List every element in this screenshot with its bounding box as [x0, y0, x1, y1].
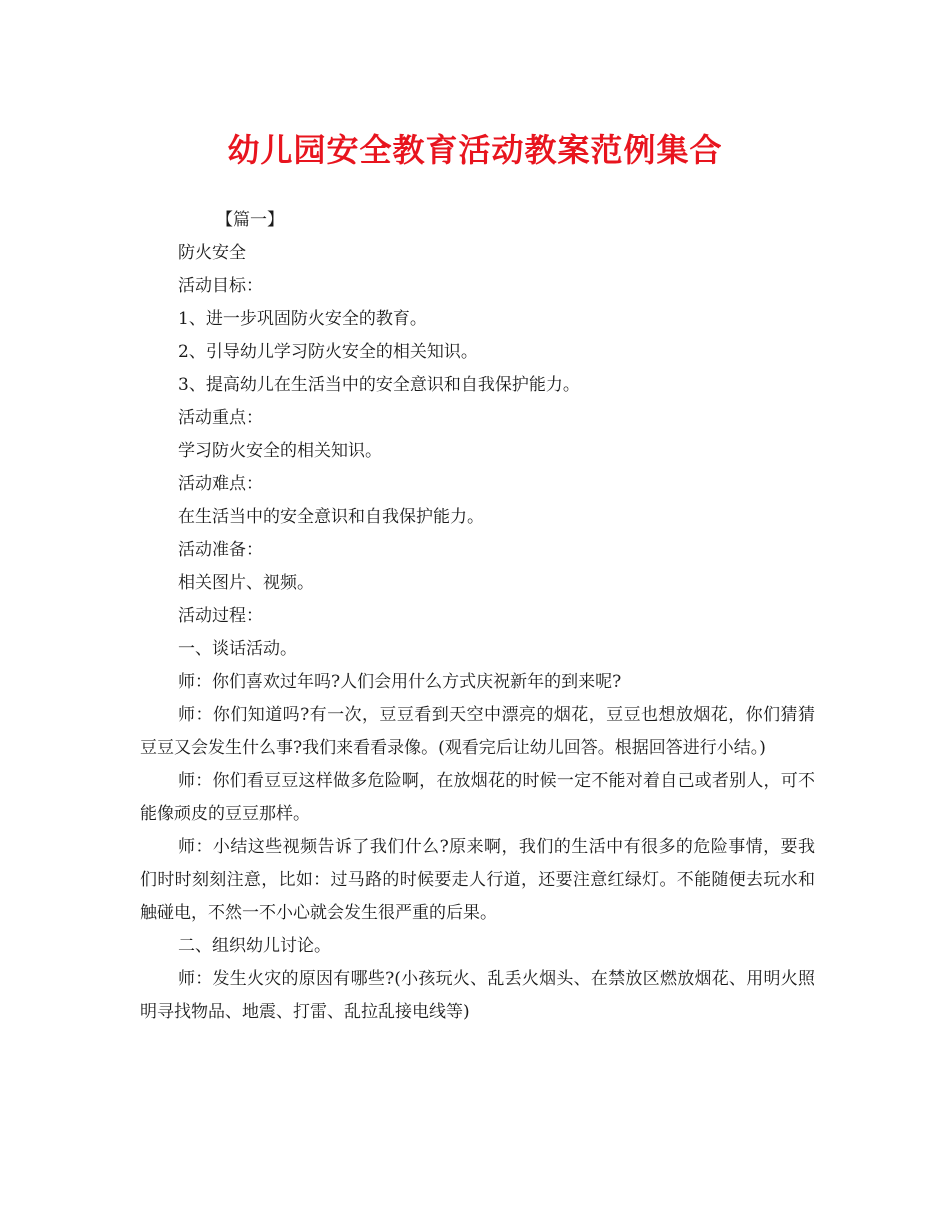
paragraph: 师：你们喜欢过年吗?人们会用什么方式庆祝新年的到来呢? [178, 672, 622, 692]
paragraph: 2、引导幼儿学习防火安全的相关知识。 [178, 342, 478, 362]
paragraph: 在生活当中的安全意识和自我保护能力。 [178, 507, 484, 527]
document-body [140, 204, 815, 1029]
paragraph: 师：你们看豆豆这样做多危险啊，在放烟花的时候一定不能对着自己或者别人，可不能像顽皮的豆豆那样。 [140, 771, 815, 824]
paragraph: 活动重点： [178, 408, 263, 428]
paragraph: 学习防火安全的相关知识。 [178, 441, 382, 461]
paragraph: 一、谈话活动。 [178, 639, 297, 659]
paragraph: 师：你们知道吗?有一次，豆豆看到天空中漂亮的烟花，豆豆也想放烟花，你们猜猜豆豆又会发生什么事?我们来看看录像。(观看完后让幼儿回答。根据回答进行小结。) [140, 705, 815, 758]
paragraph: 活动准备： [178, 540, 263, 560]
paragraph: 二、组织幼儿讨论。 [178, 936, 331, 956]
paragraph: 师：发生火灾的原因有哪些?(小孩玩火、乱丢火烟头、在禁放区燃放烟花、用明火照明寻找物品、地震、打雷、乱拉乱接电线等) [140, 969, 815, 1022]
paragraph: 1、进一步巩固防火安全的教育。 [178, 309, 427, 329]
section-heading: 【篇一】 [216, 210, 284, 230]
paragraph: 防火安全 [178, 243, 246, 263]
document-title: 幼儿园安全教育活动教案范例集合 [227, 131, 723, 169]
paragraph: 3、提高幼儿在生活当中的安全意识和自我保护能力。 [178, 375, 580, 395]
paragraph: 相关图片、视频。 [178, 573, 314, 593]
paragraph: 师：小结这些视频告诉了我们什么?原来啊，我们的生活中有很多的危险事情，要我们时时刻刻注意，比如：过马路的时候要走人行道，还要注意红绿灯。不能随便去玩水和触碰电，不然一不小心就会发生很严重的后果。 [140, 837, 815, 923]
paragraph: 活动过程： [178, 606, 263, 626]
paragraph: 活动目标： [178, 276, 263, 296]
paragraph: 活动难点： [178, 474, 263, 494]
